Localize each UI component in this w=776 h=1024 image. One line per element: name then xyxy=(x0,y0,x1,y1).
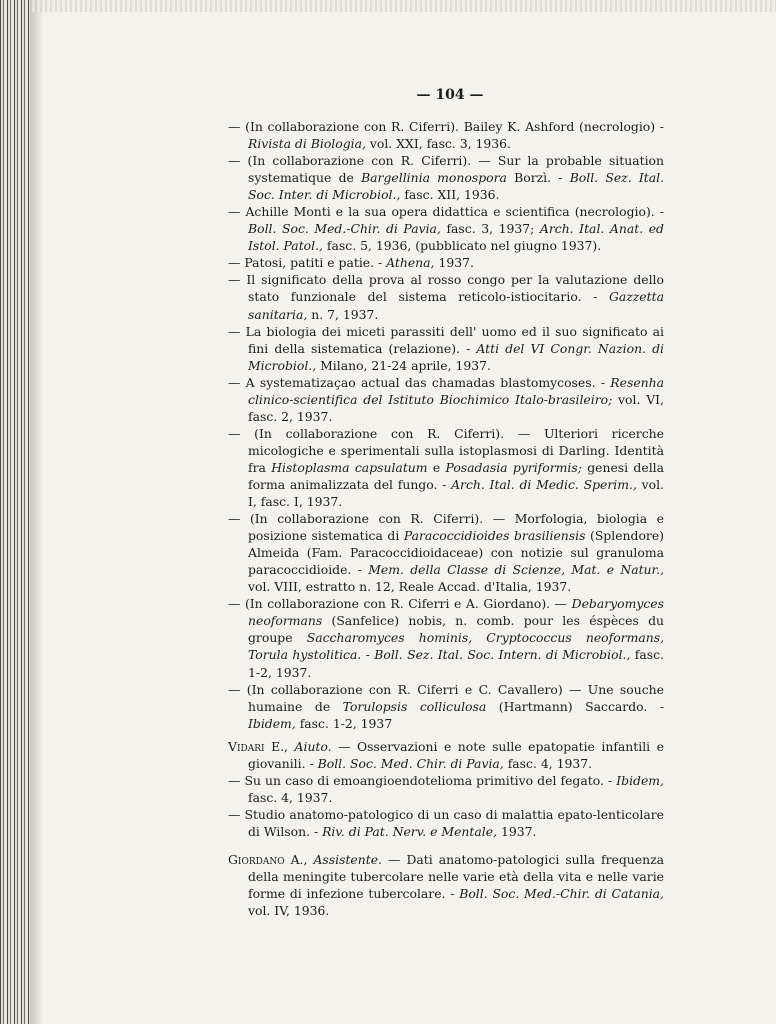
author-section-vidari xyxy=(228,738,664,840)
author-name: Giordano A., xyxy=(228,851,308,867)
author-role: Aiuto. xyxy=(294,738,332,754)
bibliography-entry: Vidari E., Aiuto. — Osservazioni e note sulle epatopatie infantili e giovanili. - Boll. Soc. Med. Chir. di Pavia, fasc. 4, 1937. xyxy=(228,738,664,771)
bibliography-list xyxy=(228,118,664,919)
bibliography-entry: — A systematizaçao actual das chamadas blastomycoses. - Resenha clinico-scientifica del Istituto Biochimico Italo-brasileiro; vol. VI, fasc. 2, 1937. xyxy=(228,374,664,424)
bibliography-entry: — Su un caso di emoangioendotelioma primitivo del fegato. - Ibidem, fasc. 4, 1937. xyxy=(228,772,664,805)
page-number: — 104 — xyxy=(416,87,484,103)
author-section-giordano xyxy=(228,851,664,919)
bibliography-entry: — (In collaborazione con R. Ciferri). — Sur la probable situation systematique de Bargellinia monospora Borzì. - Boll. Sez. Ital. Soc. Inter. di Microbiol., fasc. XII, 1936. xyxy=(228,153,665,203)
author-role: Assistente. xyxy=(313,851,382,867)
page-top-edge xyxy=(30,0,776,12)
bibliography-entry: — Studio anatomo-patologico di un caso di malattia epato-lenticolare di Wilson. - Riv. di Pat. Nerv. e Mentale, 1937. xyxy=(228,806,664,839)
bibliography-entry: — Il significato della prova al rosso congo per la valutazione dello stato funzionale del sistema reticolo-istiocitario. - Gazzetta sanitaria, n. 7, 1937. xyxy=(228,272,664,322)
bibliography-entry: Giordano A., Assistente. — Dati anatomo-patologici sulla frequenza della meningite tubercolare nelle varie età della vita e nelle varie forme di infezione tubercolare. - Boll. Soc. Med.-Chir. di Catania, vol. IV, 1936. xyxy=(228,851,664,919)
bibliography-entry: — (In collaborazione con R. Ciferri). Bailey K. Ashford (necrologio) - Rivista di Biologia, vol. XXI, fasc. 3, 1936. xyxy=(228,119,664,152)
bibliography-entry: — (In collaborazione con R. Ciferri e A. Giordano). — Debaryomyces neoformans (Sanfelice) nobis, n. comb. pour les éspèces du groupe Saccharomyces hominis, Cryptococcus neoformans, Torula hystolitica. - Boll. Sez. Ital. Soc. Intern. di Microbiol., fasc. 1-2, 1937. xyxy=(228,596,665,680)
bibliography-entry: — (In collaborazione con R. Ciferri). — Ulteriori ricerche micologiche e sperimentali sulla istoplasmosi di Darling. Identità fra Histoplasma capsulatum e Posadasia pyriformis; genesi della forma animalizzata del fungo. - Arch. Ital. di Medic. Sperim., vol. I, fasc. I, 1937. xyxy=(228,425,665,510)
book-binding-edge xyxy=(0,0,30,1024)
bibliography-entry: — (In collaborazione con R. Ciferri e C. Cavallero) — Une souche humaine de Torulopsis colliculosa (Hartmann) Saccardo. - Ibidem, fasc. 1-2, 1937 xyxy=(228,681,665,731)
bibliography-entry: — La biologia dei miceti parassiti dell' uomo ed il suo significato ai fini della sistematica (relazione). - Atti del VI Congr. Nazion. di Microbiol., Milano, 21-24 aprile, 1937. xyxy=(228,323,664,373)
bibliography-entry: — (In collaborazione con R. Ciferri). — Morfologia, biologia e posizione sistematica di Paracoccidioides brasiliensis (Splendore) Almeida (Fam. Paracoccidioidaceae) con notizie sul granuloma paracoccidioide. - Mem. della Classe di Scienze, Mat. e Natur., vol. VIII, estratto n. 12, Reale Accad. d'Italia, 1937. xyxy=(228,511,664,595)
bibliography-entry: — Patosi, patiti e patie. - Athena, 1937. xyxy=(228,255,474,271)
author-name: Vidari E., xyxy=(228,738,288,754)
gutter-shadow xyxy=(30,0,44,1024)
bibliography-entry: — Achille Monti e la sua opera didattica e scientifica (necrologio). - Boll. Soc. Med.-Chir. di Pavia, fasc. 3, 1937; Arch. Ital. Anat. ed Istol. Patol., fasc. 5, 1936, (pubblicato nel giugno 1937). xyxy=(228,204,664,254)
